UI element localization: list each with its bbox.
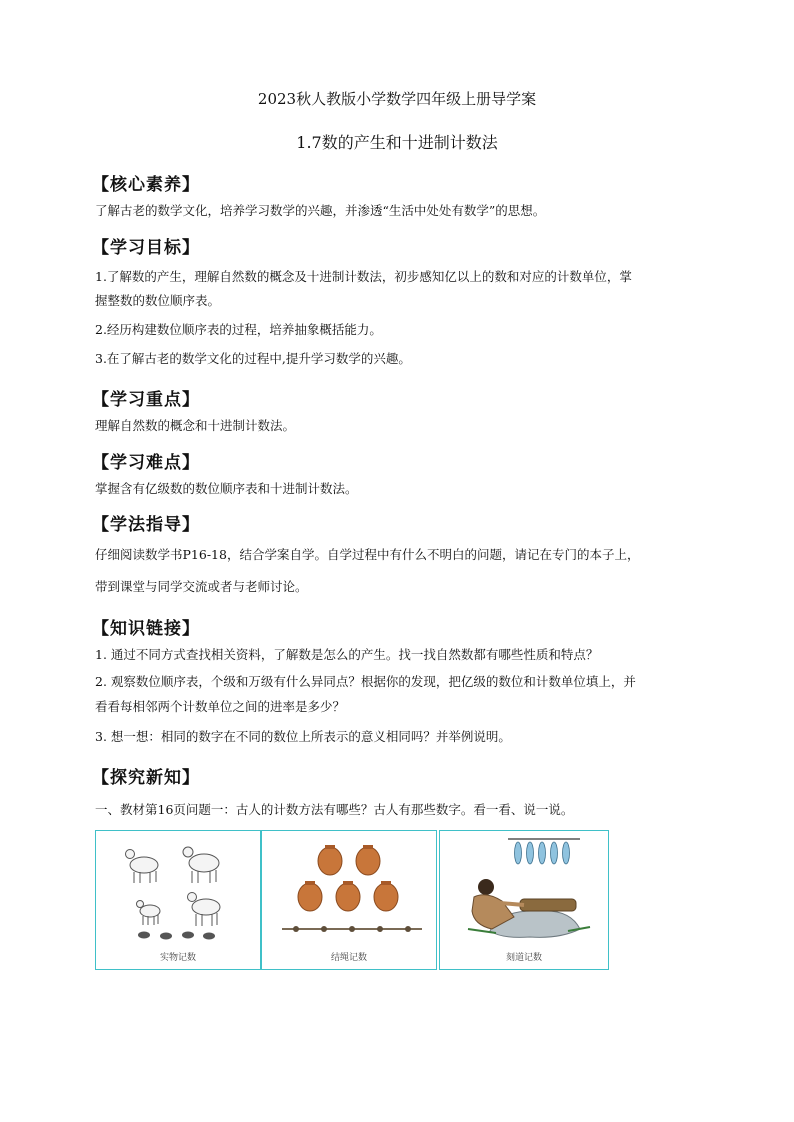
link-line-2: 2. 观察数位顺序表，个级和万级有什么异同点？根据你的发现，把亿级的数位和计数单位填上，并: [95, 674, 636, 689]
lesson-title: 1.7数的产生和十进制计数法: [296, 133, 498, 152]
method-line-1: 仔细阅读数学书P16-18，结合学案自学。自学过程中有什么不明白的问题，请记在专门的本子上，: [95, 547, 640, 562]
link-line-2-cont: 看看每相邻两个计数单位之间的进率是多少？: [95, 699, 346, 714]
goal-line-1-cont: 握整数的数位顺序表。: [95, 293, 221, 308]
caption-rope-counting: 结绳记数: [330, 953, 367, 963]
goal-line-2: 2.经历构建数位顺序表的过程，培养抽象概括能力。: [95, 322, 382, 337]
goal-line-3: 3.在了解古老的数学文化的过程中,提升学习数学的兴趣。: [95, 351, 411, 366]
section-heading-difficulty: 【学习难点】: [92, 453, 200, 473]
link-line-1: 1. 通过不同方式查找相关资料，了解数是怎么的产生。找一找自然数都有哪些性质和特点？: [95, 647, 599, 662]
pots-and-knotted-rope-icon: [262, 831, 436, 969]
document-title: 2023秋人教版小学数学四年级上册导学案: [257, 90, 537, 108]
core-text: 了解古老的数学文化，培养学习数学的兴趣，并渗透“生活中处处有数学”的思想。: [95, 203, 546, 218]
section-heading-explore: 【探究新知】: [92, 768, 200, 788]
carving-person-fish-icon: [440, 831, 608, 969]
illustration-tally-counting: [439, 830, 609, 970]
focus-text: 理解自然数的概念和十进制计数法。: [95, 418, 296, 433]
link-line-3: 3. 想一想：相同的数字在不同的数位上所表示的意义相同吗？并举例说明。: [95, 729, 511, 744]
section-heading-goals: 【学习目标】: [92, 238, 200, 258]
explore-question: 一、教材第16页问题一：古人的计数方法有哪些？古人有那些数字。看一看、说一说。: [95, 802, 574, 817]
section-heading-focus: 【学习重点】: [92, 390, 200, 410]
illustration-rope-counting: [261, 830, 437, 970]
goats-and-stones-icon: [96, 831, 260, 969]
section-heading-core: 【核心素养】: [92, 175, 200, 195]
caption-object-counting: 实物记数: [159, 953, 196, 963]
difficulty-text: 掌握含有亿级数的数位顺序表和十进制计数法。: [95, 481, 358, 496]
section-heading-links: 【知识链接】: [92, 619, 200, 639]
section-heading-method: 【学法指导】: [92, 515, 200, 535]
method-line-2: 带到课堂与同学交流或者与老师讨论。: [95, 579, 308, 594]
illustration-object-counting: [95, 830, 261, 970]
caption-tally-counting: 刻道记数: [505, 953, 542, 963]
goal-line-1: 1.了解数的产生，理解自然数的概念及十进制计数法，初步感知亿以上的数和对应的计数单位，掌: [95, 269, 632, 284]
